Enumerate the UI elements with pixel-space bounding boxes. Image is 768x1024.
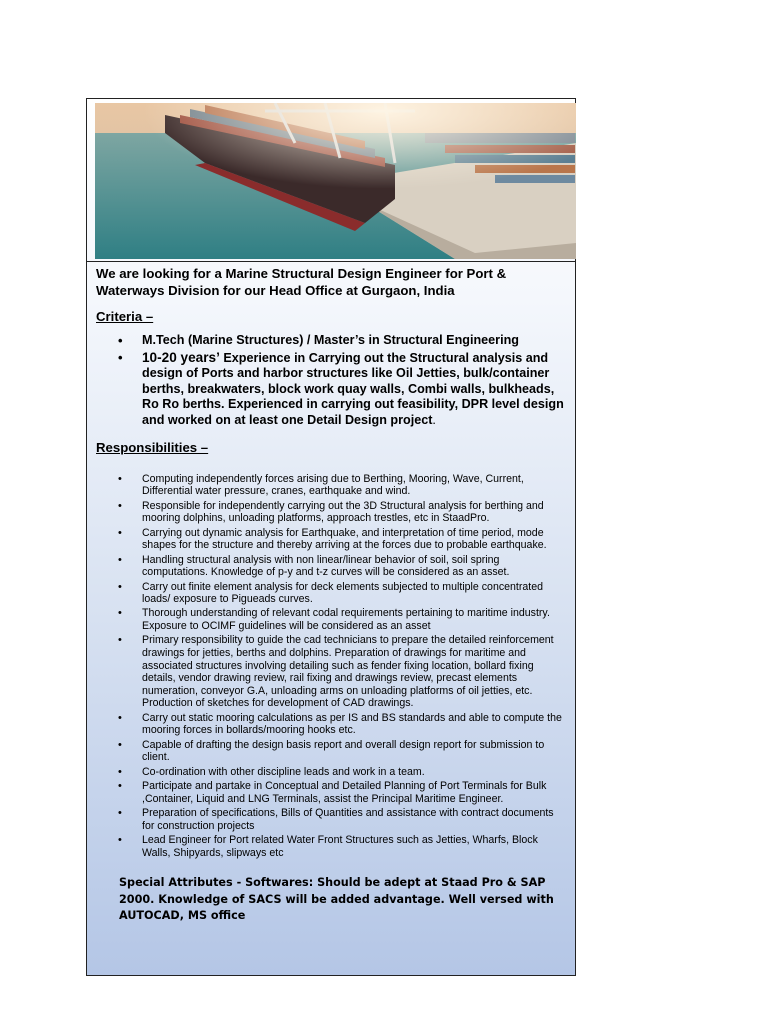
container-ship-at-port-image	[95, 103, 576, 259]
posting-content	[96, 265, 566, 925]
list-item: • Capable of drafting the design basis report and overall design report for submission to client.	[96, 739, 566, 764]
list-item: • Co-ordination with other discipline leads and work in a team.	[96, 766, 566, 779]
criteria-tail: .	[432, 412, 436, 427]
responsibilities-list	[96, 473, 566, 860]
list-item: • Carry out finite element analysis for deck elements subjected to multiple concentrated loads/ exposure to Pigueads curves.	[96, 581, 566, 606]
list-item: • Participate and partake in Conceptual and Detailed Planning of Port Terminals for Bulk ,Container, Liquid and LNG Terminals, assist the Principal Maritime Engineer.	[96, 780, 566, 805]
photo-divider	[87, 261, 575, 262]
list-item: • Responsible for independently carrying out the 3D Structural analysis for berthing and mooring dolphins, unloading platforms, approach trestles, etc in StaadPro.	[96, 500, 566, 525]
list-item: • Carry out static mooring calculations as per IS and BS standards and able to compute the mooring forces in bollards/mooring hooks etc.	[96, 712, 566, 737]
experience-years: 10-20 years’	[142, 349, 220, 365]
list-item: • Carrying out dynamic analysis for Earthquake, and interpretation of time period, mode shapes for the structure and thereby arriving at the forces due to probable earthquake.	[96, 527, 566, 552]
criteria-text: Experience in Carrying out the Structural analysis and design of Ports and harbor structures like Oil Jetties, bulk/container berths, breakwaters, block work quay walls, Combi walls, bulkheads, Ro Ro berths. Experienced in carrying out feasibility, DPR level design and worked on at least one Detail Design project	[142, 350, 564, 427]
special-attributes: Special Attributes - Softwares: Should be adept at Staad Pro & SAP 2000. Knowledge of SACS will be added advantage. Well versed with AUTOCAD, MS office	[119, 876, 554, 923]
list-item: • Preparation of specifications, Bills of Quantities and assistance with contract documents for construction projects	[96, 807, 566, 832]
list-item: • Handling structural analysis with non linear/linear behavior of soil, soil spring computations. Knowledge of p-y and t-z curves will be considered as an asset.	[96, 554, 566, 579]
responsibilities-title: Responsibilities –	[96, 439, 209, 455]
list-item	[96, 333, 566, 349]
list-item: • Thorough understanding of relevant codal requirements pertaining to maritime industry. Exposure to OCIMF guidelines will be considered as an asset	[96, 607, 566, 632]
list-item: • Primary responsibility to guide the cad technicians to prepare the detailed reinforcement drawings for jetties, berths and dolphins. Preparation of drawings for maritime and associated structures involving detailing such as fender fixing location, bollard fixing details, vendor drawing review, rail fixing and drawings review, precast elements numeration, conveyor G.A, unloading arms on unloading platforms of oil jetties, etc. Production of sketches for development of CAD drawings.	[96, 634, 566, 710]
headline: We are looking for a Marine Structural Design Engineer for Port & Waterways Division for our Head Office at Gurgaon, India	[96, 266, 507, 298]
job-posting-card	[86, 98, 576, 976]
criteria-list	[96, 333, 566, 429]
criteria-title: Criteria –	[96, 309, 154, 324]
list-item: • Lead Engineer for Port related Water Front Structures such as Jetties, Wharfs, Block Walls, Shipyards, slipways etc	[96, 834, 566, 859]
list-item: • Computing independently forces arising due to Berthing, Mooring, Wave, Current, Differential water pressure, cranes, earthquake and wind.	[96, 473, 566, 498]
list-item	[96, 350, 566, 429]
criteria-text: M.Tech (Marine Structures) / Master’s in Structural Engineering	[142, 333, 519, 347]
